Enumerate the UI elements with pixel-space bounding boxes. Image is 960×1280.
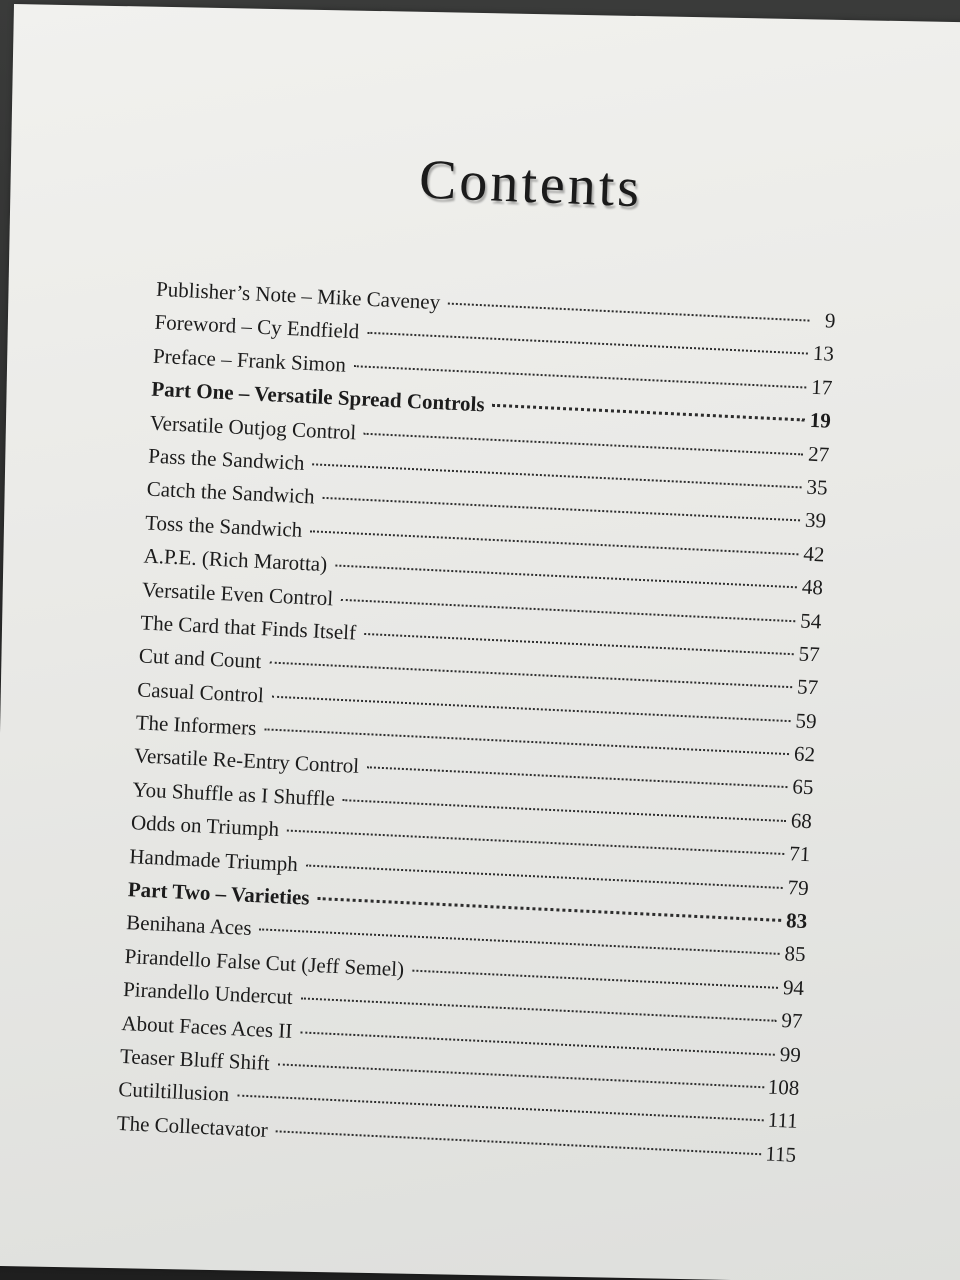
toc-entry-title: The Informers <box>135 710 257 741</box>
toc-entry-page-number: 99 <box>779 1041 802 1067</box>
toc-entry-page-number: 17 <box>810 374 833 400</box>
dot-leader <box>412 969 778 988</box>
toc-entry-title: Catch the Sandwich <box>146 476 316 509</box>
toc-entry-title: Casual Control <box>136 677 265 707</box>
toc-entry-page-number: 57 <box>796 674 819 700</box>
toc-entry-page-number: 115 <box>764 1141 797 1167</box>
toc-entry-page-number: 57 <box>798 641 821 667</box>
toc-entry-page-number: 39 <box>804 507 827 533</box>
toc-entry-page-number: 9 <box>824 308 837 333</box>
toc-entry-page-number: 79 <box>787 874 810 900</box>
toc-entry-title: About Faces Aces II <box>121 1010 293 1043</box>
toc-entry-title: Versatile Even Control <box>141 576 334 610</box>
toc-entry-title: Teaser Bluff Shift <box>119 1043 271 1075</box>
toc-entry-title: Pass the Sandwich <box>147 443 306 475</box>
toc-entry-title: The Card that Finds Itself <box>139 610 357 645</box>
page-title: Contents <box>417 148 644 220</box>
toc-entry-title: Cutiltillusion <box>117 1077 230 1107</box>
toc-entry-title: The Collectavator <box>116 1110 269 1142</box>
toc-entry-page-number: 19 <box>809 407 832 433</box>
dot-leader <box>448 303 809 322</box>
toc-entry-page-number: 35 <box>806 474 829 500</box>
toc-entry-page-number: 42 <box>802 541 826 567</box>
toc-entry-title: Preface – Frank Simon <box>152 343 347 377</box>
toc-entry-title: You Shuffle as I Shuffle <box>132 777 336 811</box>
toc-entry-title: A.P.E. (Rich Marotta) <box>143 543 328 577</box>
toc-entry-title: Part One – Versatile Spread Controls <box>150 376 486 417</box>
table-of-contents <box>116 277 836 1176</box>
toc-entry-title: Part Two – Varieties <box>127 877 311 910</box>
toc-entry-page-number: 62 <box>793 741 816 767</box>
toc-entry-title: Versatile Re-Entry Control <box>133 743 360 779</box>
book-page <box>0 4 960 1280</box>
toc-entry-title: Publisher’s Note – Mike Caveney <box>155 276 441 315</box>
toc-entry-title: Benihana Aces <box>125 910 253 941</box>
toc-entry-title: Handmade Triumph <box>128 843 299 876</box>
toc-entry-title: Pirandello Undercut <box>122 977 294 1010</box>
toc-entry-page-number: 71 <box>788 841 811 867</box>
toc-entry-page-number: 65 <box>791 774 815 800</box>
toc-entry-page-number: 108 <box>767 1074 800 1100</box>
toc-entry-page-number: 83 <box>785 908 808 934</box>
toc-entry-title: Cut and Count <box>138 643 262 674</box>
toc-entry-title: Foreword – Cy Endfield <box>154 310 360 344</box>
toc-entry-page-number: 97 <box>780 1008 804 1034</box>
toc-entry-title: Toss the Sandwich <box>144 510 303 542</box>
toc-entry-page-number: 94 <box>782 974 805 1000</box>
toc-entry-title: Odds on Triumph <box>130 810 280 842</box>
toc-entry-title: Versatile Outjog Control <box>149 410 357 444</box>
toc-entry-page-number: 27 <box>807 441 830 467</box>
toc-entry-page-number: 111 <box>767 1107 799 1134</box>
toc-entry-page-number: 54 <box>799 608 822 633</box>
toc-entry-title: Pirandello False Cut (Jeff Semel) <box>124 943 405 982</box>
toc-entry-page-number: 68 <box>790 808 813 834</box>
toc-entry-page-number: 48 <box>801 574 824 600</box>
toc-entry-page-number: 13 <box>812 341 835 367</box>
toc-entry-page-number: 85 <box>784 941 807 967</box>
toc-entry-page-number: 59 <box>795 708 818 734</box>
dot-leader <box>493 404 805 422</box>
